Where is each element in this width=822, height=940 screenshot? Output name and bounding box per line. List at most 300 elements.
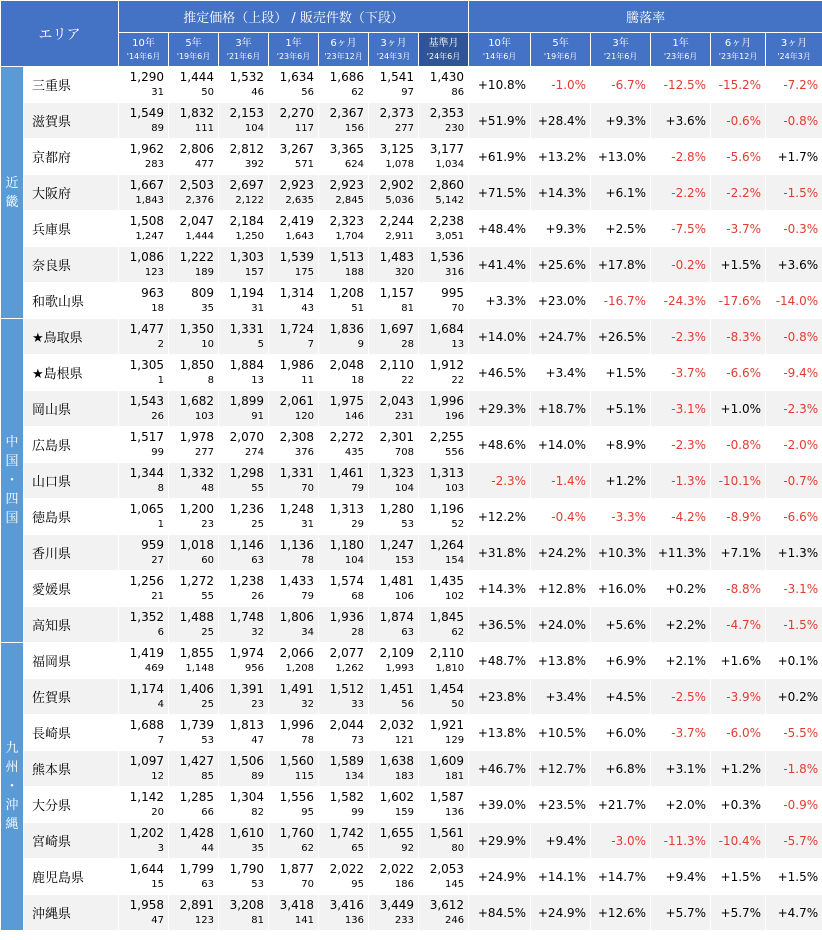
price-cell — [319, 859, 369, 895]
price-value: 1,760 — [279, 826, 314, 840]
count-value: 18 — [351, 375, 364, 386]
rate-cell: -5.5% — [766, 715, 822, 751]
rate-cell: +3.6% — [651, 103, 711, 139]
price-cell — [219, 571, 269, 607]
price-cell — [419, 103, 469, 139]
price-cell — [269, 139, 319, 175]
price-cell — [269, 787, 319, 823]
price-value: 963 — [141, 286, 164, 300]
rate-cell: +8.9% — [591, 427, 651, 463]
price-cell — [169, 715, 219, 751]
count-value: 52 — [451, 519, 465, 530]
price-value: 3,267 — [279, 142, 314, 156]
price-cell — [269, 643, 319, 679]
prefecture-name: 滋賀県 — [24, 103, 119, 139]
rate-cell: +48.4% — [469, 211, 531, 247]
price-value: 1,899 — [229, 394, 264, 408]
rate-cell: -1.3% — [651, 463, 711, 499]
price-value: 2,053 — [429, 862, 465, 876]
price-value: 2,697 — [229, 178, 264, 192]
count-value: 153 — [394, 555, 414, 566]
rate-cell: +26.5% — [591, 319, 651, 355]
price-cell — [169, 67, 219, 103]
price-cell — [169, 319, 219, 355]
rate-cell: -2.2% — [651, 175, 711, 211]
rate-cell: -6.6% — [766, 499, 822, 535]
count-value: 73 — [351, 735, 364, 746]
rate-cell: +14.3% — [469, 571, 531, 607]
rate-cell: +3.3% — [469, 283, 531, 319]
rate-cell: +23.5% — [531, 787, 591, 823]
count-value: 102 — [444, 591, 465, 602]
count-value: 136 — [344, 915, 364, 926]
price-cell — [169, 355, 219, 391]
price-cell — [169, 787, 219, 823]
price-cell — [319, 571, 369, 607]
price-cell — [369, 823, 419, 859]
rate-cell: +46.5% — [469, 355, 531, 391]
price-cell — [319, 175, 369, 211]
count-value: 9 — [357, 339, 364, 350]
rate-cell: -7.2% — [766, 67, 822, 103]
rate-cell: +24.0% — [531, 607, 591, 643]
count-value: 33 — [351, 699, 364, 710]
table-row — [1, 67, 822, 103]
count-value: 121 — [394, 735, 414, 746]
price-cell — [319, 247, 369, 283]
rate-cell: -5.7% — [766, 823, 822, 859]
col-period: 6ヶ月 — [724, 37, 752, 49]
price-cell — [419, 67, 469, 103]
count-value: 624 — [344, 159, 364, 170]
rate-cell: +5.7% — [651, 895, 711, 931]
count-value: 31 — [251, 303, 264, 314]
price-cell — [269, 175, 319, 211]
count-value: 99 — [151, 447, 164, 458]
price-cell — [219, 175, 269, 211]
count-value: 233 — [394, 915, 414, 926]
price-value: 1,304 — [229, 790, 264, 804]
table-row — [1, 679, 822, 715]
count-value: 65 — [351, 843, 364, 854]
rate-cell: +51.9% — [469, 103, 531, 139]
rate-cell: +36.5% — [469, 607, 531, 643]
price-cell — [419, 427, 469, 463]
rate-cell: -10.4% — [711, 823, 766, 859]
price-cell — [319, 715, 369, 751]
rate-cell: +14.3% — [531, 175, 591, 211]
count-value: 141 — [294, 915, 314, 926]
price-value: 1,560 — [279, 754, 314, 768]
count-value: 28 — [401, 339, 414, 350]
price-value: 2,153 — [229, 106, 264, 120]
price-cell — [119, 67, 169, 103]
price-cell — [319, 103, 369, 139]
prefecture-name: 大阪府 — [24, 175, 119, 211]
count-value: 32 — [301, 699, 314, 710]
count-value: 8 — [157, 483, 164, 494]
price-value: 1,587 — [429, 790, 465, 804]
prefecture-name: 高知県 — [24, 607, 119, 643]
price-value: 2,503 — [179, 178, 214, 192]
price-cell — [119, 823, 169, 859]
price-col-header — [319, 33, 369, 67]
price-value: 1,884 — [229, 358, 264, 372]
price-value: 1,832 — [179, 106, 214, 120]
count-value: 6 — [157, 627, 164, 638]
price-value: 1,541 — [379, 70, 414, 84]
count-value: 104 — [244, 123, 264, 134]
rate-cell: -15.2% — [711, 67, 766, 103]
prefecture-name: 和歌山県 — [24, 283, 119, 319]
rate-cell: -0.9% — [766, 787, 822, 823]
rate-cell: +6.8% — [591, 751, 651, 787]
price-cell — [269, 895, 319, 931]
count-value: 12 — [151, 771, 164, 782]
price-value: 2,022 — [329, 862, 364, 876]
count-value: 1,148 — [185, 663, 214, 674]
rate-cell: +3.4% — [531, 679, 591, 715]
price-value: 1,256 — [129, 574, 164, 588]
price-value: 1,877 — [279, 862, 314, 876]
count-value: 62 — [301, 843, 314, 854]
rate-cell: -2.5% — [651, 679, 711, 715]
count-value: 1,247 — [135, 231, 164, 242]
table-row — [1, 319, 822, 355]
price-cell — [319, 643, 369, 679]
price-cell — [269, 535, 319, 571]
price-cell — [269, 319, 319, 355]
price-value: 3,208 — [229, 898, 264, 912]
region-label — [1, 319, 24, 643]
price-value: 1,790 — [229, 862, 264, 876]
rate-cell: +2.2% — [651, 607, 711, 643]
price-value: 1,157 — [379, 286, 414, 300]
price-cell — [369, 67, 419, 103]
count-value: 47 — [151, 915, 164, 926]
price-cell — [319, 535, 369, 571]
price-cell — [419, 463, 469, 499]
price-cell — [169, 175, 219, 211]
price-value: 1,298 — [229, 466, 264, 480]
rate-cell: +0.2% — [651, 571, 711, 607]
rate-cell: +2.5% — [591, 211, 651, 247]
price-cell — [169, 139, 219, 175]
price-value: 1,314 — [279, 286, 314, 300]
table-row — [1, 787, 822, 823]
count-value: 392 — [244, 159, 264, 170]
col-period: 5年 — [185, 37, 202, 49]
price-value: 1,912 — [429, 358, 465, 372]
col-date: '23年6月 — [663, 51, 698, 61]
price-cell — [319, 607, 369, 643]
price-value: 1,483 — [379, 250, 414, 264]
count-value: 708 — [394, 447, 414, 458]
count-value: 53 — [401, 519, 414, 530]
price-value: 1,634 — [279, 70, 314, 84]
rate-cell: -1.0% — [531, 67, 591, 103]
count-value: 23 — [251, 699, 264, 710]
price-value: 1,435 — [429, 574, 465, 588]
rate-cell: +5.7% — [711, 895, 766, 931]
rate-cell: -1.5% — [766, 607, 822, 643]
price-cell — [269, 751, 319, 787]
rate-cell: -11.3% — [651, 823, 711, 859]
price-value: 2,110 — [379, 358, 414, 372]
col-date: '23年12月 — [324, 51, 363, 61]
price-value: 2,419 — [279, 214, 314, 228]
price-value: 1,536 — [429, 250, 465, 264]
count-value: 2,122 — [235, 195, 264, 206]
count-value: 1 — [157, 519, 164, 530]
price-value: 1,855 — [179, 646, 214, 660]
price-value: 3,449 — [379, 898, 414, 912]
price-value: 1,996 — [429, 394, 465, 408]
count-value: 63 — [251, 555, 264, 566]
count-value: 66 — [201, 807, 214, 818]
price-cell — [419, 535, 469, 571]
price-value: 1,290 — [129, 70, 164, 84]
price-value: 1,303 — [229, 250, 264, 264]
price-value: 1,655 — [379, 826, 414, 840]
price-cell — [419, 283, 469, 319]
price-cell — [269, 571, 319, 607]
price-cell — [169, 895, 219, 931]
price-cell — [219, 607, 269, 643]
table-row — [1, 211, 822, 247]
price-value: 1,180 — [329, 538, 364, 552]
price-cell — [219, 247, 269, 283]
price-value: 1,978 — [179, 430, 214, 444]
price-cell — [219, 499, 269, 535]
rate-cell: +1.2% — [711, 751, 766, 787]
price-cell — [319, 319, 369, 355]
price-cell — [119, 499, 169, 535]
prefecture-name: 長崎県 — [24, 715, 119, 751]
price-value: 2,066 — [279, 646, 314, 660]
rate-cell: -1.5% — [766, 175, 822, 211]
count-value: 56 — [401, 699, 414, 710]
count-value: 91 — [251, 411, 264, 422]
count-value: 104 — [344, 555, 364, 566]
count-value: 2 — [157, 339, 164, 350]
price-cell — [369, 643, 419, 679]
count-value: 159 — [394, 807, 414, 818]
price-value: 2,923 — [329, 178, 364, 192]
count-value: 28 — [351, 627, 364, 638]
price-value: 2,061 — [279, 394, 314, 408]
rate-cell: -2.3% — [469, 463, 531, 499]
price-value: 1,742 — [329, 826, 364, 840]
count-value: 81 — [251, 915, 264, 926]
price-cell — [369, 175, 419, 211]
count-value: 2,911 — [385, 231, 414, 242]
count-value: 1,034 — [435, 159, 465, 170]
rate-cell: +12.7% — [531, 751, 591, 787]
count-value: 123 — [144, 267, 164, 278]
price-cell — [419, 751, 469, 787]
price-value: 1,610 — [229, 826, 264, 840]
rate-cell: -8.9% — [711, 499, 766, 535]
rate-cell: +1.6% — [711, 643, 766, 679]
price-value: 2,048 — [329, 358, 364, 372]
price-value: 1,018 — [179, 538, 214, 552]
rate-cell: +5.1% — [591, 391, 651, 427]
price-value: 1,444 — [179, 70, 214, 84]
price-cell — [269, 355, 319, 391]
rate-cell: -1.8% — [766, 751, 822, 787]
count-value: 1,704 — [335, 231, 364, 242]
price-value: 1,461 — [329, 466, 364, 480]
count-value: 11 — [301, 375, 314, 386]
rate-cell: +24.2% — [531, 535, 591, 571]
price-cell — [269, 67, 319, 103]
price-cell — [119, 175, 169, 211]
price-value: 1,419 — [129, 646, 164, 660]
price-value: 1,513 — [329, 250, 364, 264]
count-value: 32 — [251, 627, 264, 638]
rate-cell: -0.6% — [711, 103, 766, 139]
rate-cell: -2.0% — [766, 427, 822, 463]
rate-cell: -17.6% — [711, 283, 766, 319]
rate-cell: -0.7% — [766, 463, 822, 499]
price-cell — [119, 751, 169, 787]
price-cell — [269, 499, 319, 535]
count-value: 7 — [307, 339, 314, 350]
price-value: 1,208 — [329, 286, 364, 300]
rate-col-header — [711, 33, 766, 67]
price-cell — [269, 391, 319, 427]
count-value: 27 — [151, 555, 164, 566]
count-value: 47 — [251, 735, 264, 746]
price-value: 1,481 — [379, 574, 414, 588]
price-cell — [169, 643, 219, 679]
price-cell — [369, 139, 419, 175]
price-value: 1,427 — [179, 754, 214, 768]
price-value: 1,406 — [179, 682, 214, 696]
price-value: 1,986 — [279, 358, 314, 372]
price-cell — [319, 427, 369, 463]
rate-cell: +2.1% — [651, 643, 711, 679]
price-value: 1,323 — [379, 466, 414, 480]
rate-cell: +0.1% — [766, 643, 822, 679]
col-period: 3年 — [612, 37, 629, 49]
count-value: 556 — [444, 447, 465, 458]
price-value: 1,272 — [179, 574, 214, 588]
price-value: 1,686 — [329, 70, 364, 84]
price-cell — [219, 715, 269, 751]
price-value: 1,146 — [229, 538, 264, 552]
price-cell — [219, 103, 269, 139]
price-value: 1,748 — [229, 610, 264, 624]
prefecture-name: 広島県 — [24, 427, 119, 463]
count-value: 196 — [444, 411, 465, 422]
rate-cell: +31.8% — [469, 535, 531, 571]
price-value: 2,270 — [279, 106, 314, 120]
price-cell — [269, 247, 319, 283]
rate-cell: -0.8% — [711, 427, 766, 463]
rate-cell: -3.1% — [766, 571, 822, 607]
count-value: 1,250 — [235, 231, 264, 242]
price-cell — [219, 859, 269, 895]
rate-cell: +4.5% — [591, 679, 651, 715]
rate-cell: +12.2% — [469, 499, 531, 535]
region-label — [1, 67, 24, 319]
price-value: 2,043 — [379, 394, 414, 408]
price-cell — [369, 535, 419, 571]
price-value: 2,860 — [429, 178, 465, 192]
rate-cell: -2.3% — [651, 427, 711, 463]
price-value: 1,958 — [129, 898, 164, 912]
price-cell — [119, 283, 169, 319]
count-value: 111 — [194, 123, 214, 134]
count-value: 1,643 — [285, 231, 314, 242]
count-value: 46 — [251, 87, 264, 98]
count-value: 469 — [144, 663, 164, 674]
count-value: 154 — [444, 555, 465, 566]
count-value: 56 — [301, 87, 314, 98]
price-col-header — [369, 33, 419, 67]
count-value: 34 — [301, 627, 314, 638]
prefecture-name: 山口県 — [24, 463, 119, 499]
count-value: 25 — [201, 699, 214, 710]
count-value: 5,036 — [385, 195, 414, 206]
rate-cell: -3.1% — [651, 391, 711, 427]
count-value: 117 — [294, 123, 314, 134]
price-value: 1,697 — [379, 322, 414, 336]
price-value: 3,612 — [429, 898, 465, 912]
price-cell — [369, 391, 419, 427]
prefecture-name: 熊本県 — [24, 751, 119, 787]
price-cell — [369, 787, 419, 823]
price-cell — [169, 859, 219, 895]
rate-cell: +21.7% — [591, 787, 651, 823]
count-value: 62 — [351, 87, 364, 98]
price-value: 3,125 — [379, 142, 414, 156]
col-period: 10年 — [132, 37, 155, 49]
col-period: 3年 — [235, 37, 252, 49]
price-cell — [419, 679, 469, 715]
rate-cell: +1.5% — [711, 859, 766, 895]
table-row — [1, 607, 822, 643]
prefecture-name: 奈良県 — [24, 247, 119, 283]
count-value: 44 — [201, 843, 214, 854]
price-cell — [419, 391, 469, 427]
price-cell — [419, 499, 469, 535]
price-cell — [369, 427, 419, 463]
price-value: 1,921 — [429, 718, 465, 732]
price-cell — [169, 103, 219, 139]
price-cell — [119, 607, 169, 643]
price-value: 1,477 — [129, 322, 164, 336]
price-col-header — [169, 33, 219, 67]
count-value: 50 — [201, 87, 214, 98]
price-cell — [319, 139, 369, 175]
rate-cell: -2.3% — [766, 391, 822, 427]
col-date: '23年12月 — [718, 51, 758, 61]
price-value: 1,589 — [329, 754, 364, 768]
price-cell — [419, 319, 469, 355]
count-value: 13 — [451, 339, 465, 350]
price-cell — [169, 823, 219, 859]
rate-cell: +29.9% — [469, 823, 531, 859]
price-value: 1,517 — [129, 430, 164, 444]
rate-cell: +39.0% — [469, 787, 531, 823]
price-cell — [419, 211, 469, 247]
count-value: 85 — [201, 771, 214, 782]
prefecture-name: 香川県 — [24, 535, 119, 571]
rate-cell: -0.2% — [651, 247, 711, 283]
